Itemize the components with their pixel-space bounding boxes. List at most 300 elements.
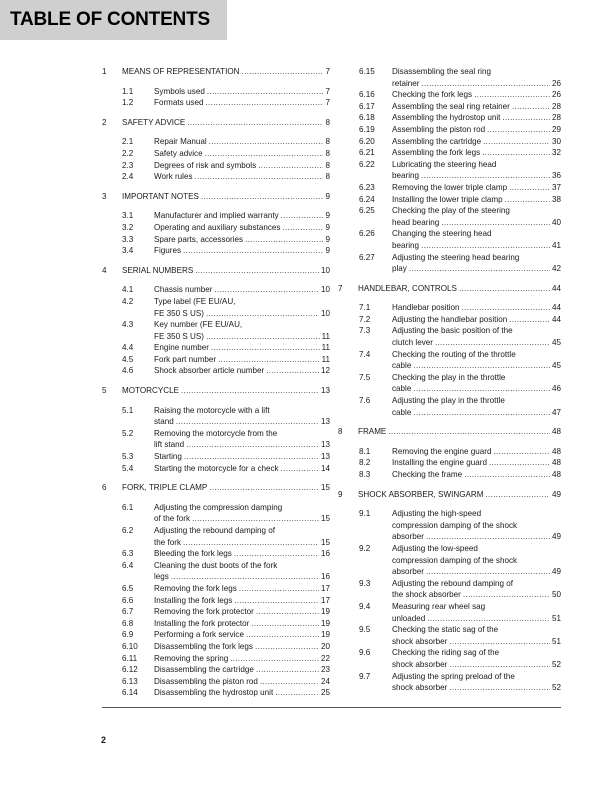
toc-entry-title: compression damping of the shock <box>392 520 518 530</box>
toc-entry-number: 6.15 <box>359 67 375 76</box>
dot-leader <box>441 217 550 229</box>
toc-entry-title: HANDLEBAR, CONTROLS <box>358 283 457 293</box>
toc-entry-page: 13 <box>320 440 330 450</box>
toc-section-entry[interactable] <box>338 349 561 372</box>
toc-entry-page: 13 <box>320 452 330 462</box>
toc-entry-number: 6.1 <box>122 502 134 512</box>
toc-section-entry[interactable] <box>102 86 330 98</box>
toc-entry-number: 2 <box>102 117 107 127</box>
toc-entry-title: Degrees of risk and symbols <box>154 160 257 170</box>
dot-leader <box>413 360 550 372</box>
toc-entry-title: Spare parts, accessories <box>154 234 244 244</box>
toc-section-entry[interactable] <box>102 148 330 160</box>
toc-entry-title: Disassembling the fork legs <box>154 641 253 651</box>
toc-section-entry[interactable] <box>102 687 330 699</box>
toc-entry-number: 4.6 <box>122 366 134 376</box>
toc-section-entry[interactable] <box>338 624 561 647</box>
dot-leader <box>187 117 323 129</box>
toc-section-entry[interactable] <box>102 405 330 428</box>
dot-leader <box>206 308 319 320</box>
toc-entry-page: 46 <box>551 384 561 394</box>
toc-entry-number: 5.3 <box>122 452 134 462</box>
toc-section-entry[interactable] <box>338 395 561 418</box>
toc-entry-number: 6.13 <box>122 676 138 686</box>
dot-leader <box>195 265 319 277</box>
dot-leader <box>409 263 550 275</box>
toc-entry-title: Engine number <box>154 343 209 353</box>
dot-leader <box>207 86 324 98</box>
toc-section-entry[interactable] <box>102 641 330 653</box>
toc-entry-number: 5.4 <box>122 463 134 473</box>
toc-entry-page: 16 <box>320 549 330 559</box>
toc-section-entry[interactable] <box>338 543 561 578</box>
toc-entry-number: 9.5 <box>359 625 371 635</box>
dot-leader <box>505 194 550 206</box>
toc-section-entry[interactable] <box>338 205 561 228</box>
toc-entry-title: shock absorber <box>392 636 448 646</box>
dot-leader <box>260 676 319 688</box>
toc-entry-page: 47 <box>551 407 561 417</box>
toc-section-entry[interactable] <box>102 451 330 463</box>
toc-entry-page: 30 <box>551 136 561 146</box>
toc-section-entry[interactable] <box>338 147 561 159</box>
toc-entry-page: 10 <box>320 308 330 318</box>
toc-entry-title: legs <box>154 572 169 582</box>
toc-entry-page: 11 <box>321 331 330 341</box>
toc-entry-number: 6.12 <box>122 665 138 675</box>
dot-leader <box>281 210 324 222</box>
toc-section-entry[interactable] <box>338 101 561 113</box>
toc-entry-page: 28 <box>551 113 561 123</box>
toc-entry-title: Handlebar position <box>392 303 460 313</box>
toc-section-entry[interactable] <box>102 171 330 183</box>
toc-entry-title: Adjusting the handlebar position <box>392 314 508 324</box>
toc-chapter-entry[interactable] <box>102 265 330 277</box>
toc-entry-page: 8 <box>325 160 330 170</box>
toc-entry-title: shock absorber <box>392 659 448 669</box>
dot-leader <box>234 548 319 560</box>
toc-entry-number: 6.5 <box>122 583 134 593</box>
toc-entry-number: 7.2 <box>359 314 371 324</box>
toc-entry-title: Adjusting the compression damping <box>154 502 283 512</box>
toc-section-entry[interactable] <box>102 210 330 222</box>
toc-section-entry[interactable] <box>102 284 330 296</box>
dot-leader <box>239 583 319 595</box>
toc-entry-number: 8.3 <box>359 470 371 479</box>
toc-entry-title: Removing the fork legs <box>154 583 237 593</box>
toc-section-entry[interactable] <box>102 342 330 354</box>
toc-entry-number: 1.1 <box>122 86 134 96</box>
toc-entry-number: 9.6 <box>359 648 371 658</box>
toc-section-entry[interactable] <box>338 372 561 395</box>
toc-entry-page: 52 <box>551 683 561 693</box>
toc-entry-page: 19 <box>320 618 330 628</box>
toc-entry-title: Changing the steering head <box>392 229 492 239</box>
toc-entry-title: Checking the play in the throttle <box>392 372 506 382</box>
toc-entry-page: 40 <box>551 217 561 227</box>
toc-entry-page: 44 <box>551 283 561 293</box>
toc-entry-title: Installing the fork legs <box>154 595 233 605</box>
toc-section-entry[interactable] <box>102 629 330 641</box>
toc-section-entry[interactable] <box>338 66 561 89</box>
toc-entry-title: Repair Manual <box>154 137 207 147</box>
toc-entry-number: 2.2 <box>122 148 134 158</box>
toc-section-entry[interactable] <box>102 676 330 688</box>
toc-entry-number: 6.8 <box>122 618 134 628</box>
toc-entry-number: 2.3 <box>122 160 134 170</box>
toc-entry-page: 49 <box>551 567 561 577</box>
dot-leader <box>413 407 550 419</box>
dot-leader <box>258 160 323 172</box>
toc-entry-title: unloaded <box>392 613 426 623</box>
toc-entry-page: 15 <box>320 514 330 524</box>
toc-entry-title: absorber <box>392 567 424 577</box>
dot-leader <box>426 531 550 543</box>
toc-entry-number: 2.4 <box>122 172 134 182</box>
dot-leader <box>487 124 550 136</box>
dot-leader <box>205 97 323 109</box>
toc-entry-page: 19 <box>320 630 330 640</box>
toc-entry-title: of the fork <box>154 514 190 524</box>
toc-entry-page: 25 <box>320 688 330 698</box>
toc-chapter-entry[interactable] <box>102 482 330 494</box>
toc-entry-page: 9 <box>325 234 330 244</box>
toc-entry-title: Adjusting the play in the throttle <box>392 396 505 406</box>
toc-entry-title: Figures <box>154 246 181 256</box>
toc-entry-title: Type label (FE EU/AU, <box>154 296 236 306</box>
toc-entry-title: stand <box>154 417 174 427</box>
toc-entry-number: 6 <box>102 483 107 493</box>
toc-entry-title: Installing the engine guard <box>392 458 487 468</box>
toc-entry-number: 4.3 <box>122 320 134 330</box>
toc-entry-title: Work rules <box>154 172 193 182</box>
toc-section-entry[interactable] <box>102 618 330 630</box>
toc-entry-title: Fork part number <box>154 354 217 364</box>
toc-section-entry[interactable] <box>102 245 330 257</box>
toc-entry-number: 7.5 <box>359 372 371 382</box>
toc-section-entry[interactable] <box>102 463 330 475</box>
toc-section-entry[interactable] <box>338 182 561 194</box>
toc-entry-title: FE 350 S US) <box>154 331 204 341</box>
toc-entry-title: Disassembling the cartridge <box>154 665 254 675</box>
dot-leader <box>421 78 550 90</box>
toc-chapter-entry[interactable] <box>338 283 561 295</box>
toc-entry-title: shock absorber <box>392 683 448 693</box>
toc-section-entry[interactable] <box>338 124 561 136</box>
dot-leader <box>413 383 550 395</box>
toc-section-entry[interactable] <box>102 97 330 109</box>
toc-section-entry[interactable] <box>102 560 330 583</box>
toc-section-entry[interactable] <box>102 354 330 366</box>
toc-entry-number: 6.25 <box>359 206 375 216</box>
toc-section-entry[interactable] <box>102 595 330 607</box>
dot-leader <box>449 682 550 694</box>
toc-section-entry[interactable] <box>338 671 561 694</box>
toc-section-entry[interactable] <box>338 252 561 275</box>
toc-entry-page: 23 <box>320 665 330 675</box>
toc-entry-page: 8 <box>325 148 330 158</box>
toc-section-entry[interactable] <box>338 647 561 670</box>
toc-entry-number: 3 <box>102 191 107 201</box>
toc-entry-title: Performing a fork service <box>154 630 244 640</box>
dot-leader <box>211 342 320 354</box>
toc-entry-title: Checking the fork legs <box>392 90 473 100</box>
toc-section-entry[interactable] <box>338 228 561 251</box>
toc-entry-page: 48 <box>551 427 561 437</box>
toc-entry-number: 1.2 <box>122 98 134 108</box>
toc-entry-page: 41 <box>551 240 561 250</box>
toc-entry-title: bearing <box>392 240 420 250</box>
toc-entry-title: Removing the engine guard <box>392 446 492 456</box>
toc-entry-page: 51 <box>551 613 561 623</box>
dot-leader <box>218 354 320 366</box>
toc-section-entry[interactable] <box>338 457 561 469</box>
dot-leader <box>256 664 319 676</box>
dot-leader <box>205 148 324 160</box>
toc-entry-page: 48 <box>551 446 561 456</box>
dot-leader <box>464 469 550 481</box>
toc-entry-number: 1 <box>102 67 107 76</box>
dot-leader <box>184 451 319 463</box>
toc-entry-page: 48 <box>551 470 561 479</box>
toc-chapter-entry[interactable] <box>102 117 330 129</box>
toc-section-entry[interactable] <box>338 446 561 458</box>
dot-leader <box>435 337 550 349</box>
toc-entry-page: 49 <box>551 532 561 542</box>
toc-chapter-entry[interactable] <box>338 489 561 501</box>
toc-entry-page: 52 <box>551 659 561 669</box>
toc-entry-title: Key number (FE EU/AU, <box>154 320 243 330</box>
dot-leader <box>489 457 550 469</box>
toc-entry-page: 17 <box>320 583 330 593</box>
toc-entry-title: Adjusting the basic position of the <box>392 326 513 336</box>
toc-entry-number: 9.7 <box>359 671 371 681</box>
toc-entry-number: 7.1 <box>359 303 371 313</box>
dot-leader <box>463 589 550 601</box>
toc-entry-page: 10 <box>320 265 330 275</box>
toc-section-entry[interactable] <box>338 302 561 314</box>
toc-entry-title: compression damping of the shock <box>392 555 518 565</box>
toc-section-entry[interactable] <box>102 428 330 451</box>
toc-section-entry[interactable] <box>102 234 330 246</box>
toc-entry-number: 4.1 <box>122 285 134 295</box>
toc-section-entry[interactable] <box>338 601 561 624</box>
toc-entry-number: 6.10 <box>122 641 138 651</box>
toc-chapter-entry[interactable] <box>338 426 561 438</box>
toc-entry-number: 6.24 <box>359 194 375 204</box>
toc-entry-number: 7.4 <box>359 349 371 359</box>
toc-column-right <box>338 66 561 694</box>
toc-entry-title: Measuring rear wheel sag <box>392 601 486 611</box>
toc-section-entry[interactable] <box>338 578 561 601</box>
toc-entry-title: Adjusting the steering head bearing <box>392 252 520 262</box>
toc-entry-page: 24 <box>320 676 330 686</box>
toc-entry-number: 6.19 <box>359 124 375 134</box>
toc-entry-title: Raising the motorcycle with a lift <box>154 405 270 415</box>
toc-section-entry[interactable] <box>102 525 330 548</box>
toc-section-entry[interactable] <box>102 502 330 525</box>
toc-section-entry[interactable] <box>338 508 561 543</box>
toc-entry-page: 7 <box>325 98 330 108</box>
toc-entry-number: 4.5 <box>122 354 134 364</box>
toc-entry-title: Installing the lower triple clamp <box>392 194 503 204</box>
toc-entry-page: 48 <box>551 458 561 468</box>
toc-entry-page: 26 <box>551 90 561 100</box>
toc-section-entry[interactable] <box>102 548 330 560</box>
toc-entry-title: FE 350 S US) <box>154 308 204 318</box>
toc-entry-page: 32 <box>551 148 561 158</box>
dot-leader <box>183 245 323 257</box>
toc-entry-page: 29 <box>551 124 561 134</box>
toc-entry-title: FORK, TRIPLE CLAMP <box>122 483 208 493</box>
toc-entry-number: 6.18 <box>359 113 375 123</box>
toc-column-left <box>102 66 330 699</box>
toc-entry-page: 9 <box>325 246 330 256</box>
dot-leader <box>246 629 319 641</box>
toc-entry-page: 13 <box>320 417 330 427</box>
toc-entry-number: 7.6 <box>359 396 371 406</box>
toc-entry-title: Assembling the cartridge <box>392 136 482 146</box>
toc-entry-number: 5.2 <box>122 428 134 438</box>
toc-entry-title: IMPORTANT NOTES <box>122 191 199 201</box>
toc-entry-page: 11 <box>321 354 330 364</box>
dot-leader <box>388 426 550 438</box>
toc-entry-number: 8.1 <box>359 446 371 456</box>
toc-section-entry[interactable] <box>338 89 561 101</box>
toc-entry-page: 7 <box>325 86 330 96</box>
toc-entry-title: Assembling the fork legs <box>392 148 481 158</box>
toc-entry-number: 7.3 <box>359 326 371 336</box>
toc-section-entry[interactable] <box>102 664 330 676</box>
toc-entry-page: 22 <box>320 653 330 663</box>
dot-leader <box>209 482 319 494</box>
toc-entry-title: Adjusting the rebound damping of <box>154 526 276 535</box>
toc-entry-page: 8 <box>325 137 330 147</box>
toc-entry-number: 9.4 <box>359 601 371 611</box>
toc-section-entry[interactable] <box>338 159 561 182</box>
toc-entry-title: Shock absorber article number <box>154 366 265 376</box>
toc-section-entry[interactable] <box>102 319 330 342</box>
toc-entry-number: 8.2 <box>359 458 371 468</box>
toc-section-entry[interactable] <box>338 112 561 124</box>
toc-entry-number: 6.3 <box>122 549 134 559</box>
toc-entry-number: 7 <box>338 283 343 293</box>
toc-section-entry[interactable] <box>102 296 330 319</box>
toc-entry-page: 9 <box>325 211 330 221</box>
toc-entry-title: SAFETY ADVICE <box>122 117 186 127</box>
page-number: 2 <box>101 735 107 745</box>
toc-entry-number: 6.22 <box>359 159 375 169</box>
header-banner <box>0 0 227 40</box>
toc-entry-number: 6.9 <box>122 630 134 640</box>
toc-entry-title: Removing the fork protector <box>154 607 254 617</box>
toc-chapter-entry[interactable] <box>102 385 330 397</box>
toc-section-entry[interactable] <box>102 583 330 595</box>
dot-leader <box>275 687 319 699</box>
toc-chapter-entry[interactable] <box>102 66 330 78</box>
toc-section-entry[interactable] <box>338 314 561 326</box>
toc-entry-title: Formats used <box>154 98 204 108</box>
toc-entry-page: 9 <box>325 191 330 201</box>
toc-section-entry[interactable] <box>102 653 330 665</box>
toc-entry-title: Symbols used <box>154 86 205 96</box>
toc-entry-number: 9.2 <box>359 543 371 553</box>
toc-entry-title: bearing <box>392 171 420 181</box>
toc-entry-title: clutch lever <box>392 338 433 348</box>
toc-section-entry[interactable] <box>338 136 561 148</box>
toc-entry-title: cable <box>392 407 412 417</box>
toc-section-entry[interactable] <box>102 160 330 172</box>
toc-entry-page: 20 <box>320 641 330 651</box>
toc-entry-title: Removing the motorcycle from the <box>154 428 278 438</box>
toc-section-entry[interactable] <box>102 606 330 618</box>
dot-leader <box>502 112 550 124</box>
toc-section-entry[interactable] <box>102 222 330 234</box>
toc-section-entry[interactable] <box>102 136 330 148</box>
dot-leader <box>255 641 319 653</box>
dot-leader <box>282 222 323 234</box>
toc-entry-number: 4.2 <box>122 296 134 306</box>
dot-leader <box>230 653 319 665</box>
dot-leader <box>459 283 550 295</box>
toc-entry-page: 10 <box>320 285 330 295</box>
toc-entry-title: Installing the fork protector <box>154 618 250 628</box>
dot-leader <box>214 284 319 296</box>
page-title: TABLE OF CONTENTS <box>10 9 210 30</box>
toc-entry-title: SHOCK ABSORBER, SWINGARM <box>358 489 484 499</box>
toc-entry-title: Cleaning the dust boots of the fork <box>154 560 278 570</box>
dot-leader <box>206 331 320 343</box>
toc-entry-number: 4 <box>102 265 107 275</box>
toc-entry-number: 6.26 <box>359 229 375 239</box>
toc-entry-page: 44 <box>551 314 561 324</box>
toc-section-entry[interactable] <box>338 194 561 206</box>
dot-leader <box>209 136 324 148</box>
toc-entry-page: 11 <box>321 343 330 353</box>
toc-section-entry[interactable] <box>338 469 561 481</box>
toc-section-entry[interactable] <box>338 325 561 348</box>
toc-entry-number: 6.17 <box>359 101 375 111</box>
toc-entry-page: 36 <box>551 171 561 181</box>
toc-entry-number: 6.7 <box>122 607 134 617</box>
dot-leader <box>421 240 550 252</box>
toc-entry-page: 8 <box>325 117 330 127</box>
toc-entry-page: 8 <box>325 172 330 182</box>
toc-chapter-entry[interactable] <box>102 191 330 203</box>
dot-leader <box>183 537 319 549</box>
toc-entry-number: 6.21 <box>359 148 375 158</box>
toc-entry-title: head bearing <box>392 217 440 227</box>
dot-leader <box>186 439 319 451</box>
toc-entry-number: 2.1 <box>122 137 134 147</box>
dot-leader <box>449 636 550 648</box>
toc-entry-title: Adjusting the high-speed <box>392 509 482 519</box>
toc-entry-title: FRAME <box>358 427 387 437</box>
dot-leader <box>426 566 550 578</box>
toc-entry-number: 6.20 <box>359 136 375 146</box>
dot-leader <box>281 463 319 475</box>
toc-entry-title: play <box>392 264 407 274</box>
toc-entry-page: 38 <box>551 194 561 204</box>
toc-entry-page: 17 <box>320 595 330 605</box>
toc-entry-title: MOTORCYCLE <box>122 386 179 396</box>
toc-entry-page: 28 <box>551 101 561 111</box>
toc-entry-title: Manufacturer and implied warranty <box>154 211 279 221</box>
footer-divider <box>102 707 561 708</box>
toc-entry-number: 6.2 <box>122 526 134 535</box>
toc-entry-page: 50 <box>551 590 561 600</box>
toc-section-entry[interactable] <box>102 365 330 377</box>
